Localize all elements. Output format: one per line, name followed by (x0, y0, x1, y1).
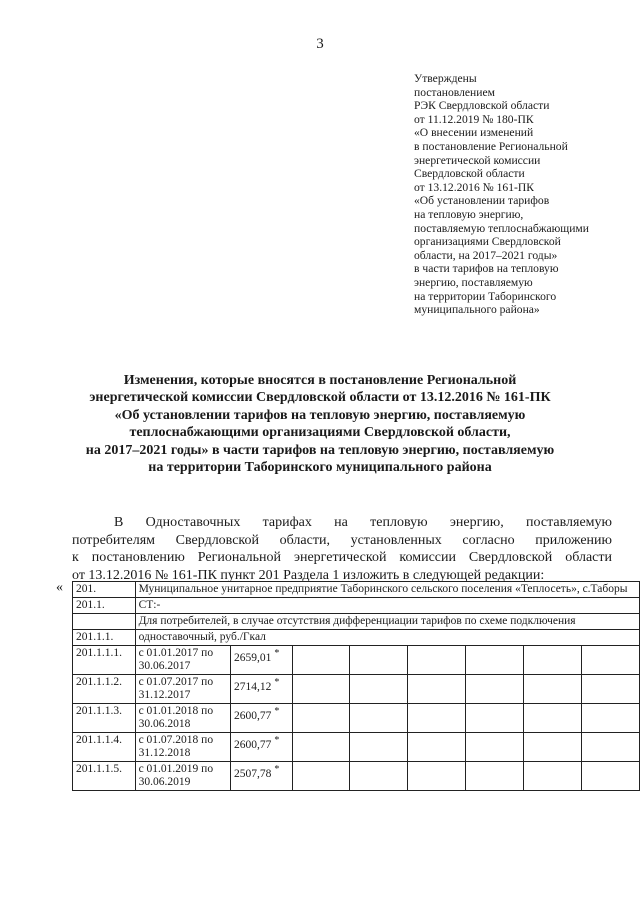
tariff-value: 2714,12 (233, 680, 272, 693)
empty-cell (524, 675, 582, 704)
paragraph-line: потребителям Свердловской области, установленных согласно приложению (72, 532, 612, 548)
table-row (73, 675, 640, 704)
paragraph-line: к постановлению Региональной энергетической комиссии Свердловской области (72, 550, 612, 566)
empty-cell (408, 762, 466, 791)
row-code-cell: 201.1.1.2. (73, 675, 136, 704)
approval-line: поставляемую теплоснабжающими (414, 221, 589, 235)
footnote-mark: * (274, 706, 280, 717)
title-line: энергетической комиссии Свердловской области от 13.12.2016 № 161-ПК (89, 390, 551, 406)
table-row (73, 704, 640, 733)
footnote-mark: * (274, 648, 280, 659)
approval-line: в части тарифов на тепловую (414, 262, 559, 276)
empty-cell (466, 733, 524, 762)
row-description-cell: СТ:- (135, 598, 639, 614)
table-header-row (73, 598, 640, 614)
empty-cell (582, 704, 640, 733)
empty-cell (582, 646, 640, 675)
paragraph-line: В Одноставочных тарифах на тепловую энергию, поставляемую (114, 515, 612, 530)
approval-line: «О внесении изменений (414, 126, 534, 140)
empty-cell (524, 762, 582, 791)
empty-cell (408, 646, 466, 675)
tariff-value-cell (230, 675, 292, 704)
row-code-cell: 201.1.1.3. (73, 704, 136, 733)
row-description-cell: Муниципальное унитарное предприятие Таборинского сельского поселения «Теплосеть», с.Таборы (135, 582, 639, 598)
empty-cell (466, 762, 524, 791)
empty-cell (350, 646, 408, 675)
approval-line: Утверждены (414, 72, 477, 85)
approval-line: от 13.12.2016 № 161-ПК (414, 180, 534, 194)
row-code-cell: 201.1.1.5. (73, 762, 136, 791)
tariff-value: 2600,77 (233, 738, 272, 751)
title-line: «Об установлении тарифов на тепловую энергию, поставляемую (114, 407, 526, 423)
tariff-value: 2507,78 (233, 767, 272, 780)
row-code-cell: 201.1.1.1. (73, 646, 136, 675)
approval-line: муниципального района» (414, 303, 540, 317)
empty-cell (292, 762, 350, 791)
empty-cell (582, 762, 640, 791)
row-description-cell: одноставочный, руб./Гкал (135, 630, 639, 646)
table-row (73, 646, 640, 675)
approval-line: РЭК Свердловской области (414, 99, 550, 113)
table-row (73, 762, 640, 791)
tariff-value-cell (230, 762, 292, 791)
amendment-paragraph (72, 514, 612, 584)
paragraph-line: от 13.12.2016 № 161-ПК пункт 201 Раздела 1 изложить в следующей редакции: (72, 567, 545, 583)
footnote-mark: * (274, 764, 280, 775)
empty-cell (408, 733, 466, 762)
approval-line: энергию, поставляемую (414, 275, 533, 289)
tariff-value: 2600,77 (233, 709, 272, 722)
row-code-cell: 201.1.1.4. (73, 733, 136, 762)
empty-cell (466, 675, 524, 704)
empty-cell (408, 704, 466, 733)
table-header-row (73, 582, 640, 598)
table-header-row (73, 630, 640, 646)
table-row (73, 733, 640, 762)
empty-cell (292, 733, 350, 762)
tariff-value-cell (230, 704, 292, 733)
empty-cell (582, 733, 640, 762)
empty-cell (350, 762, 408, 791)
empty-cell (466, 646, 524, 675)
approval-line: организациями Свердловской (414, 235, 561, 249)
page-number: 3 (316, 36, 324, 52)
approval-line: Свердловской области (414, 167, 525, 181)
row-code-cell (73, 614, 136, 630)
empty-cell (292, 675, 350, 704)
approval-line: «Об установлении тарифов (414, 194, 550, 208)
period-cell: с 01.01.2019 по 30.06.2019 (135, 762, 230, 791)
approval-line: от 11.12.2019 № 180-ПК (414, 112, 534, 126)
opening-quote: « (56, 580, 63, 595)
title-line: Изменения, которые вносятся в постановление Региональной (123, 373, 517, 388)
approval-line: на тепловую энергию, (414, 207, 524, 221)
period-cell: с 01.01.2018 по 30.06.2018 (135, 704, 230, 733)
approval-line: в постановление Региональной (414, 139, 568, 153)
table-header-row (73, 614, 640, 630)
row-description-cell: Для потребителей, в случае отсутствия дифференциации тарифов по схеме подключения (135, 614, 639, 630)
period-cell: с 01.01.2017 по 30.06.2017 (135, 646, 230, 675)
period-cell: с 01.07.2018 по 31.12.2018 (135, 733, 230, 762)
empty-cell (524, 646, 582, 675)
row-code-cell: 201.1.1. (73, 630, 136, 646)
tariff-value: 2659,01 (233, 651, 272, 664)
approval-line: постановлением (414, 85, 495, 99)
document-title (40, 372, 600, 476)
approval-line: энергетической комиссии (414, 153, 541, 167)
approval-line: области, на 2017–2021 годы» (414, 248, 558, 262)
footnote-mark: * (274, 735, 280, 746)
empty-cell (292, 646, 350, 675)
empty-cell (350, 675, 408, 704)
row-code-cell: 201.1. (73, 598, 136, 614)
empty-cell (350, 733, 408, 762)
empty-cell (524, 733, 582, 762)
tariff-table (72, 581, 640, 791)
title-line: на 2017–2021 годы» в части тарифов на тепловую энергию, поставляемую (85, 442, 555, 458)
approval-block (414, 72, 629, 317)
empty-cell (408, 675, 466, 704)
tariff-value-cell (230, 646, 292, 675)
empty-cell (524, 704, 582, 733)
title-line: на территории Таборинского муниципального района (148, 460, 492, 476)
tariff-value-cell (230, 733, 292, 762)
period-cell: с 01.07.2017 по 31.12.2017 (135, 675, 230, 704)
empty-cell (350, 704, 408, 733)
footnote-mark: * (274, 677, 280, 688)
empty-cell (582, 675, 640, 704)
approval-line: на территории Таборинского (414, 289, 557, 303)
title-line: теплоснабжающими организациями Свердловской области, (129, 425, 511, 441)
empty-cell (466, 704, 524, 733)
row-code-cell: 201. (73, 582, 136, 598)
empty-cell (292, 704, 350, 733)
